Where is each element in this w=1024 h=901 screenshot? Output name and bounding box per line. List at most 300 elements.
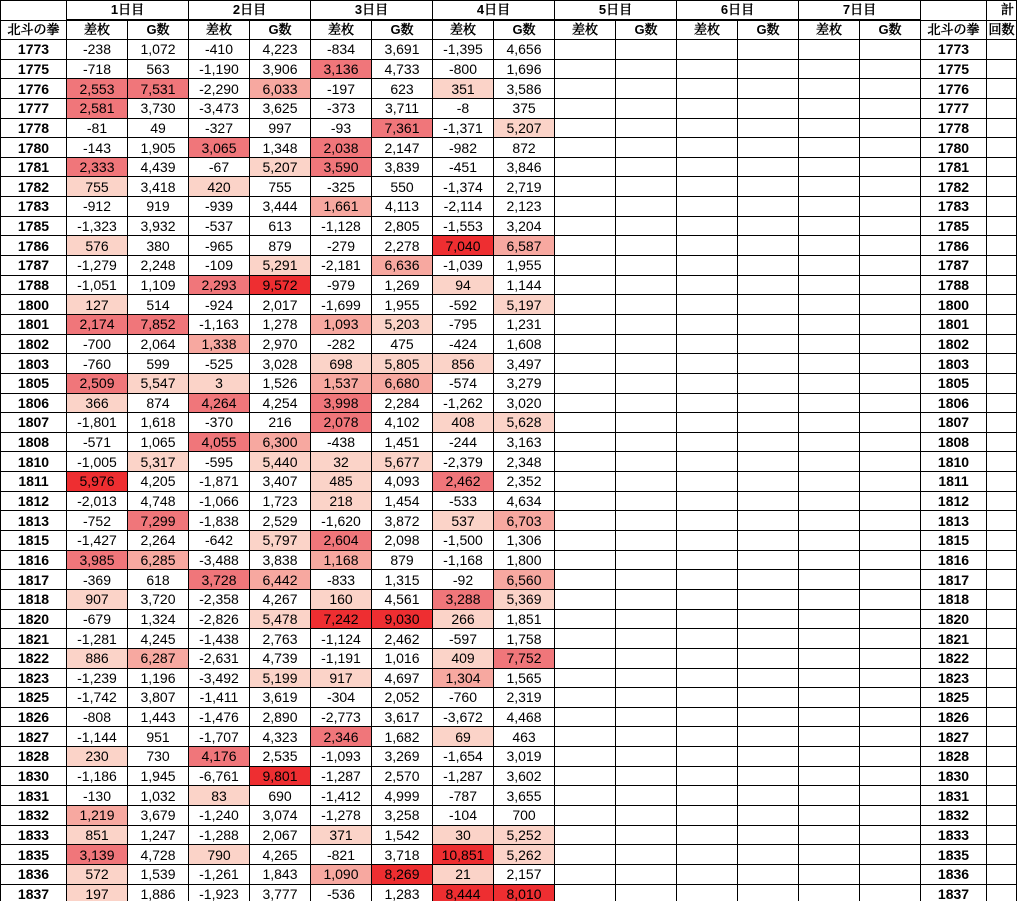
diff-cell[interactable]: -595 (189, 452, 250, 472)
games-cell[interactable]: 1,144 (494, 275, 555, 295)
empty-cell[interactable] (738, 98, 799, 118)
games-cell[interactable]: 3,269 (372, 747, 433, 767)
empty-cell[interactable] (555, 118, 616, 138)
empty-cell[interactable] (555, 216, 616, 236)
diff-cell[interactable]: -1,838 (189, 511, 250, 531)
machine-id-cell-right[interactable]: 1836 (921, 864, 987, 884)
empty-cell[interactable] (677, 491, 738, 511)
games-cell[interactable]: 3,019 (494, 747, 555, 767)
count-cell[interactable] (987, 432, 1017, 452)
games-cell[interactable]: 879 (250, 236, 311, 256)
diff-cell[interactable]: 2,293 (189, 275, 250, 295)
count-cell[interactable] (987, 59, 1017, 79)
empty-cell[interactable] (555, 432, 616, 452)
games-cell[interactable]: 1,696 (494, 59, 555, 79)
diff-cell[interactable]: -410 (189, 40, 250, 60)
games-header[interactable]: G数 (128, 20, 189, 40)
games-cell[interactable]: 997 (250, 118, 311, 138)
empty-cell[interactable] (677, 413, 738, 433)
machine-id-cell-right[interactable]: 1781 (921, 157, 987, 177)
diff-cell[interactable]: -104 (433, 805, 494, 825)
empty-cell[interactable] (616, 609, 677, 629)
diff-cell[interactable]: -282 (311, 334, 372, 354)
machine-id-cell[interactable]: 1805 (1, 373, 67, 393)
empty-cell[interactable] (677, 79, 738, 99)
games-cell[interactable]: 4,254 (250, 393, 311, 413)
empty-cell[interactable] (738, 491, 799, 511)
diff-cell[interactable]: -833 (311, 570, 372, 590)
machine-id-cell-right[interactable]: 1833 (921, 825, 987, 845)
empty-cell[interactable] (555, 98, 616, 118)
diff-cell[interactable]: 197 (67, 884, 128, 901)
empty-cell[interactable] (677, 668, 738, 688)
games-cell[interactable]: 2,719 (494, 177, 555, 197)
diff-cell[interactable]: -1,279 (67, 256, 128, 276)
games-cell[interactable]: 951 (128, 727, 189, 747)
games-cell[interactable]: 3,204 (494, 216, 555, 236)
games-cell[interactable]: 2,890 (250, 707, 311, 727)
machine-id-cell[interactable]: 1786 (1, 236, 67, 256)
empty-cell[interactable] (616, 589, 677, 609)
games-cell[interactable]: 1,542 (372, 825, 433, 845)
machine-id-cell-right[interactable]: 1821 (921, 629, 987, 649)
empty-cell[interactable] (860, 216, 921, 236)
games-cell[interactable]: 563 (128, 59, 189, 79)
diff-cell[interactable]: 366 (67, 393, 128, 413)
empty-cell[interactable] (677, 864, 738, 884)
games-cell[interactable]: 874 (128, 393, 189, 413)
games-cell[interactable]: 730 (128, 747, 189, 767)
empty-cell[interactable] (555, 79, 616, 99)
machine-id-cell-right[interactable]: 1827 (921, 727, 987, 747)
count-cell[interactable] (987, 491, 1017, 511)
empty-cell[interactable] (738, 884, 799, 901)
empty-cell[interactable] (860, 197, 921, 217)
games-cell[interactable]: 3,163 (494, 432, 555, 452)
empty-cell[interactable] (616, 805, 677, 825)
empty-cell[interactable] (677, 236, 738, 256)
machine-id-cell[interactable]: 1830 (1, 766, 67, 786)
empty-cell[interactable] (555, 393, 616, 413)
games-cell[interactable]: 380 (128, 236, 189, 256)
games-cell[interactable]: 1,843 (250, 864, 311, 884)
empty-cell[interactable] (555, 40, 616, 60)
diff-cell[interactable]: -304 (311, 688, 372, 708)
diff-cell[interactable]: -1,707 (189, 727, 250, 747)
diff-cell[interactable]: -2,773 (311, 707, 372, 727)
diff-cell[interactable]: -574 (433, 373, 494, 393)
diff-cell[interactable]: -92 (433, 570, 494, 590)
diff-cell[interactable]: -1,411 (189, 688, 250, 708)
empty-cell[interactable] (616, 413, 677, 433)
games-cell[interactable]: 3,418 (128, 177, 189, 197)
diff-cell[interactable]: -1,553 (433, 216, 494, 236)
diff-cell[interactable]: -1,395 (433, 40, 494, 60)
games-cell[interactable]: 690 (250, 786, 311, 806)
games-cell[interactable]: 2,348 (494, 452, 555, 472)
diff-cell[interactable]: -1,427 (67, 531, 128, 551)
games-cell[interactable]: 1,539 (128, 864, 189, 884)
diff-cell[interactable]: -979 (311, 275, 372, 295)
empty-cell[interactable] (555, 472, 616, 492)
games-cell[interactable]: 2,123 (494, 197, 555, 217)
empty-cell[interactable] (860, 609, 921, 629)
machine-id-cell-right[interactable]: 1775 (921, 59, 987, 79)
games-cell[interactable]: 5,369 (494, 589, 555, 609)
empty-cell[interactable] (555, 236, 616, 256)
diff-cell[interactable]: 127 (67, 295, 128, 315)
empty-cell[interactable] (860, 884, 921, 901)
games-cell[interactable]: 1,800 (494, 550, 555, 570)
machine-id-cell-right[interactable]: 1837 (921, 884, 987, 901)
machine-id-cell[interactable]: 1831 (1, 786, 67, 806)
diff-cell[interactable]: -982 (433, 138, 494, 158)
games-cell[interactable]: 3,932 (128, 216, 189, 236)
games-cell[interactable]: 1,231 (494, 314, 555, 334)
games-cell[interactable]: 8,269 (372, 864, 433, 884)
diff-cell[interactable]: 3,728 (189, 570, 250, 590)
machine-id-cell-right[interactable]: 1777 (921, 98, 987, 118)
machine-id-cell[interactable]: 1816 (1, 550, 67, 570)
games-cell[interactable]: 216 (250, 413, 311, 433)
empty-cell[interactable] (738, 79, 799, 99)
machine-id-cell[interactable]: 1836 (1, 864, 67, 884)
diff-cell[interactable]: 420 (189, 177, 250, 197)
diff-cell[interactable]: -327 (189, 118, 250, 138)
games-cell[interactable]: 2,248 (128, 256, 189, 276)
games-cell[interactable]: 3,872 (372, 511, 433, 531)
games-cell[interactable]: 2,462 (372, 629, 433, 649)
count-cell[interactable] (987, 216, 1017, 236)
machine-id-cell[interactable]: 1780 (1, 138, 67, 158)
games-header[interactable]: G数 (250, 20, 311, 40)
empty-cell[interactable] (677, 609, 738, 629)
games-cell[interactable]: 6,680 (372, 373, 433, 393)
empty-cell[interactable] (860, 177, 921, 197)
empty-cell[interactable] (616, 177, 677, 197)
empty-cell[interactable] (616, 40, 677, 60)
games-cell[interactable]: 1,851 (494, 609, 555, 629)
empty-cell[interactable] (799, 59, 860, 79)
diff-cell[interactable]: -1,620 (311, 511, 372, 531)
empty-cell[interactable] (616, 570, 677, 590)
empty-cell[interactable] (860, 531, 921, 551)
count-header[interactable]: 回数 (987, 20, 1017, 40)
empty-cell[interactable] (860, 570, 921, 590)
games-cell[interactable]: 3,655 (494, 786, 555, 806)
empty-cell[interactable] (616, 138, 677, 158)
empty-cell[interactable] (616, 59, 677, 79)
machine-id-cell[interactable]: 1832 (1, 805, 67, 825)
empty-cell[interactable] (677, 531, 738, 551)
games-cell[interactable]: 7,531 (128, 79, 189, 99)
machine-id-cell[interactable]: 1802 (1, 334, 67, 354)
games-cell[interactable]: 6,033 (250, 79, 311, 99)
diff-cell[interactable]: -2,358 (189, 589, 250, 609)
empty-cell[interactable] (860, 256, 921, 276)
empty-cell[interactable] (860, 79, 921, 99)
machine-id-cell-right[interactable]: 1816 (921, 550, 987, 570)
games-cell[interactable]: 514 (128, 295, 189, 315)
empty-cell[interactable] (799, 373, 860, 393)
machine-id-cell[interactable]: 1812 (1, 491, 67, 511)
diff-cell[interactable]: -1,699 (311, 295, 372, 315)
count-cell[interactable] (987, 629, 1017, 649)
diff-cell[interactable]: 790 (189, 845, 250, 865)
count-cell[interactable] (987, 727, 1017, 747)
diff-cell[interactable]: -1,288 (189, 825, 250, 845)
empty-cell[interactable] (860, 393, 921, 413)
empty-cell[interactable] (555, 413, 616, 433)
empty-cell[interactable] (677, 648, 738, 668)
games-cell[interactable]: 2,805 (372, 216, 433, 236)
empty-cell[interactable] (738, 550, 799, 570)
empty-cell[interactable] (738, 197, 799, 217)
empty-cell[interactable] (799, 550, 860, 570)
empty-cell[interactable] (616, 825, 677, 845)
games-cell[interactable]: 4,634 (494, 491, 555, 511)
diff-cell[interactable]: 351 (433, 79, 494, 99)
empty-cell[interactable] (555, 864, 616, 884)
machine-id-cell[interactable]: 1801 (1, 314, 67, 334)
count-cell[interactable] (987, 314, 1017, 334)
games-header[interactable]: G数 (494, 20, 555, 40)
games-cell[interactable]: 1,682 (372, 727, 433, 747)
empty-cell[interactable] (799, 98, 860, 118)
machine-id-cell-right[interactable]: 1783 (921, 197, 987, 217)
count-cell[interactable] (987, 452, 1017, 472)
empty-cell[interactable] (738, 609, 799, 629)
empty-cell[interactable] (677, 472, 738, 492)
diff-cell[interactable]: 2,604 (311, 531, 372, 551)
diff-cell[interactable]: -6,761 (189, 766, 250, 786)
diff-cell[interactable]: -752 (67, 511, 128, 531)
machine-id-cell[interactable]: 1778 (1, 118, 67, 138)
machine-id-cell-right[interactable]: 1815 (921, 531, 987, 551)
empty-cell[interactable] (616, 707, 677, 727)
empty-cell[interactable] (555, 707, 616, 727)
diff-cell[interactable]: -2,290 (189, 79, 250, 99)
empty-cell[interactable] (799, 570, 860, 590)
diff-cell[interactable]: -1,281 (67, 629, 128, 649)
diff-cell[interactable]: 4,264 (189, 393, 250, 413)
games-cell[interactable]: 5,628 (494, 413, 555, 433)
machine-id-cell[interactable]: 1787 (1, 256, 67, 276)
empty-cell[interactable] (738, 393, 799, 413)
games-cell[interactable]: 1,032 (128, 786, 189, 806)
diff-cell[interactable]: -1,287 (311, 766, 372, 786)
diff-cell[interactable]: -1,128 (311, 216, 372, 236)
empty-cell[interactable] (555, 256, 616, 276)
machine-id-cell-right[interactable]: 1831 (921, 786, 987, 806)
games-cell[interactable]: 2,763 (250, 629, 311, 649)
diff-cell[interactable]: 5,976 (67, 472, 128, 492)
diff-cell[interactable]: -597 (433, 629, 494, 649)
empty-cell[interactable] (860, 727, 921, 747)
empty-cell[interactable] (738, 138, 799, 158)
games-cell[interactable]: 5,197 (494, 295, 555, 315)
games-cell[interactable]: 1,348 (250, 138, 311, 158)
machine-id-cell[interactable]: 1803 (1, 354, 67, 374)
empty-cell[interactable] (555, 884, 616, 901)
empty-cell[interactable] (677, 98, 738, 118)
games-cell[interactable]: 2,570 (372, 766, 433, 786)
empty-cell[interactable] (555, 511, 616, 531)
machine-id-cell[interactable]: 1806 (1, 393, 67, 413)
diff-cell[interactable]: -939 (189, 197, 250, 217)
empty-cell[interactable] (677, 845, 738, 865)
count-cell[interactable] (987, 864, 1017, 884)
diff-header[interactable]: 差枚 (311, 20, 372, 40)
count-cell[interactable] (987, 157, 1017, 177)
empty-cell[interactable] (555, 805, 616, 825)
empty-cell[interactable] (616, 786, 677, 806)
empty-cell[interactable] (738, 373, 799, 393)
diff-cell[interactable]: -760 (67, 354, 128, 374)
empty-cell[interactable] (799, 727, 860, 747)
machine-id-cell[interactable]: 1777 (1, 98, 67, 118)
diff-cell[interactable]: 408 (433, 413, 494, 433)
empty-cell[interactable] (860, 668, 921, 688)
empty-cell[interactable] (860, 275, 921, 295)
games-cell[interactable]: 3,711 (372, 98, 433, 118)
games-cell[interactable]: 700 (494, 805, 555, 825)
count-cell[interactable] (987, 747, 1017, 767)
empty-cell[interactable] (555, 668, 616, 688)
empty-cell[interactable] (677, 727, 738, 747)
games-cell[interactable]: 9,801 (250, 766, 311, 786)
games-cell[interactable]: 613 (250, 216, 311, 236)
diff-cell[interactable]: -821 (311, 845, 372, 865)
games-cell[interactable]: 3,807 (128, 688, 189, 708)
empty-cell[interactable] (677, 511, 738, 531)
diff-cell[interactable]: 485 (311, 472, 372, 492)
empty-cell[interactable] (616, 452, 677, 472)
day-header-2[interactable]: 2日目 (189, 1, 311, 21)
games-cell[interactable]: 3,020 (494, 393, 555, 413)
empty-cell[interactable] (677, 786, 738, 806)
empty-cell[interactable] (860, 629, 921, 649)
diff-cell[interactable]: -1,039 (433, 256, 494, 276)
machine-id-cell[interactable]: 1828 (1, 747, 67, 767)
games-header[interactable]: G数 (860, 20, 921, 40)
diff-cell[interactable]: -1,144 (67, 727, 128, 747)
empty-cell[interactable] (860, 373, 921, 393)
machine-id-cell-right[interactable]: 1828 (921, 747, 987, 767)
diff-cell[interactable]: 755 (67, 177, 128, 197)
empty-cell[interactable] (799, 334, 860, 354)
games-cell[interactable]: 4,733 (372, 59, 433, 79)
games-cell[interactable]: 1,955 (372, 295, 433, 315)
empty-cell[interactable] (738, 314, 799, 334)
machine-id-cell-right[interactable]: 1826 (921, 707, 987, 727)
machine-id-cell-right[interactable]: 1788 (921, 275, 987, 295)
count-cell[interactable] (987, 295, 1017, 315)
games-cell[interactable]: 3,839 (372, 157, 433, 177)
diff-cell[interactable]: 3,985 (67, 550, 128, 570)
diff-cell[interactable]: 10,851 (433, 845, 494, 865)
count-cell[interactable] (987, 354, 1017, 374)
empty-cell[interactable] (799, 118, 860, 138)
machine-id-cell-right[interactable]: 1802 (921, 334, 987, 354)
empty-cell[interactable] (616, 275, 677, 295)
empty-cell[interactable] (555, 688, 616, 708)
games-cell[interactable]: 5,677 (372, 452, 433, 472)
empty-cell[interactable] (677, 805, 738, 825)
empty-cell[interactable] (555, 531, 616, 551)
diff-cell[interactable]: -1,191 (311, 648, 372, 668)
empty-cell[interactable] (555, 786, 616, 806)
empty-cell[interactable] (860, 40, 921, 60)
empty-cell[interactable] (555, 845, 616, 865)
diff-cell[interactable]: -2,181 (311, 256, 372, 276)
games-cell[interactable]: 2,535 (250, 747, 311, 767)
diff-cell[interactable]: 1,093 (311, 314, 372, 334)
diff-cell[interactable]: -130 (67, 786, 128, 806)
diff-cell[interactable]: -1,005 (67, 452, 128, 472)
diff-cell[interactable]: 886 (67, 648, 128, 668)
empty-cell[interactable] (799, 472, 860, 492)
machine-id-cell-right[interactable]: 1780 (921, 138, 987, 158)
diff-cell[interactable]: 83 (189, 786, 250, 806)
games-cell[interactable]: 1,905 (128, 138, 189, 158)
empty-cell[interactable] (799, 432, 860, 452)
empty-cell[interactable] (799, 236, 860, 256)
count-cell[interactable] (987, 79, 1017, 99)
count-cell[interactable] (987, 825, 1017, 845)
empty-cell[interactable] (677, 393, 738, 413)
total-header[interactable]: 計 (987, 1, 1017, 21)
machine-id-cell-right[interactable]: 1803 (921, 354, 987, 374)
machine-id-cell[interactable]: 1827 (1, 727, 67, 747)
empty-cell[interactable] (555, 550, 616, 570)
machine-id-cell[interactable]: 1785 (1, 216, 67, 236)
diff-cell[interactable]: -373 (311, 98, 372, 118)
diff-cell[interactable]: -1,066 (189, 491, 250, 511)
empty-cell[interactable] (616, 648, 677, 668)
empty-cell[interactable] (799, 452, 860, 472)
machine-id-cell[interactable]: 1820 (1, 609, 67, 629)
machine-id-cell[interactable]: 1823 (1, 668, 67, 688)
diff-cell[interactable]: -1,051 (67, 275, 128, 295)
games-cell[interactable]: 3,691 (372, 40, 433, 60)
diff-cell[interactable]: 266 (433, 609, 494, 629)
games-cell[interactable]: 1,945 (128, 766, 189, 786)
empty-cell[interactable] (799, 275, 860, 295)
empty-cell[interactable] (860, 334, 921, 354)
empty-cell[interactable] (799, 786, 860, 806)
empty-cell[interactable] (616, 668, 677, 688)
machine-id-cell[interactable]: 1808 (1, 432, 67, 452)
empty-cell[interactable] (799, 668, 860, 688)
diff-cell[interactable]: -1,923 (189, 884, 250, 901)
games-cell[interactable]: 2,319 (494, 688, 555, 708)
machine-id-cell[interactable]: 1811 (1, 472, 67, 492)
machine-id-cell-right[interactable]: 1785 (921, 216, 987, 236)
diff-cell[interactable]: 3 (189, 373, 250, 393)
games-cell[interactable]: 6,287 (128, 648, 189, 668)
count-cell[interactable] (987, 256, 1017, 276)
empty-cell[interactable] (555, 825, 616, 845)
empty-cell[interactable] (555, 177, 616, 197)
empty-cell[interactable] (616, 216, 677, 236)
diff-cell[interactable]: 94 (433, 275, 494, 295)
games-cell[interactable]: 5,207 (494, 118, 555, 138)
empty-cell[interactable] (738, 531, 799, 551)
games-cell[interactable]: 3,602 (494, 766, 555, 786)
diff-cell[interactable]: 7,242 (311, 609, 372, 629)
machine-id-cell[interactable]: 1775 (1, 59, 67, 79)
